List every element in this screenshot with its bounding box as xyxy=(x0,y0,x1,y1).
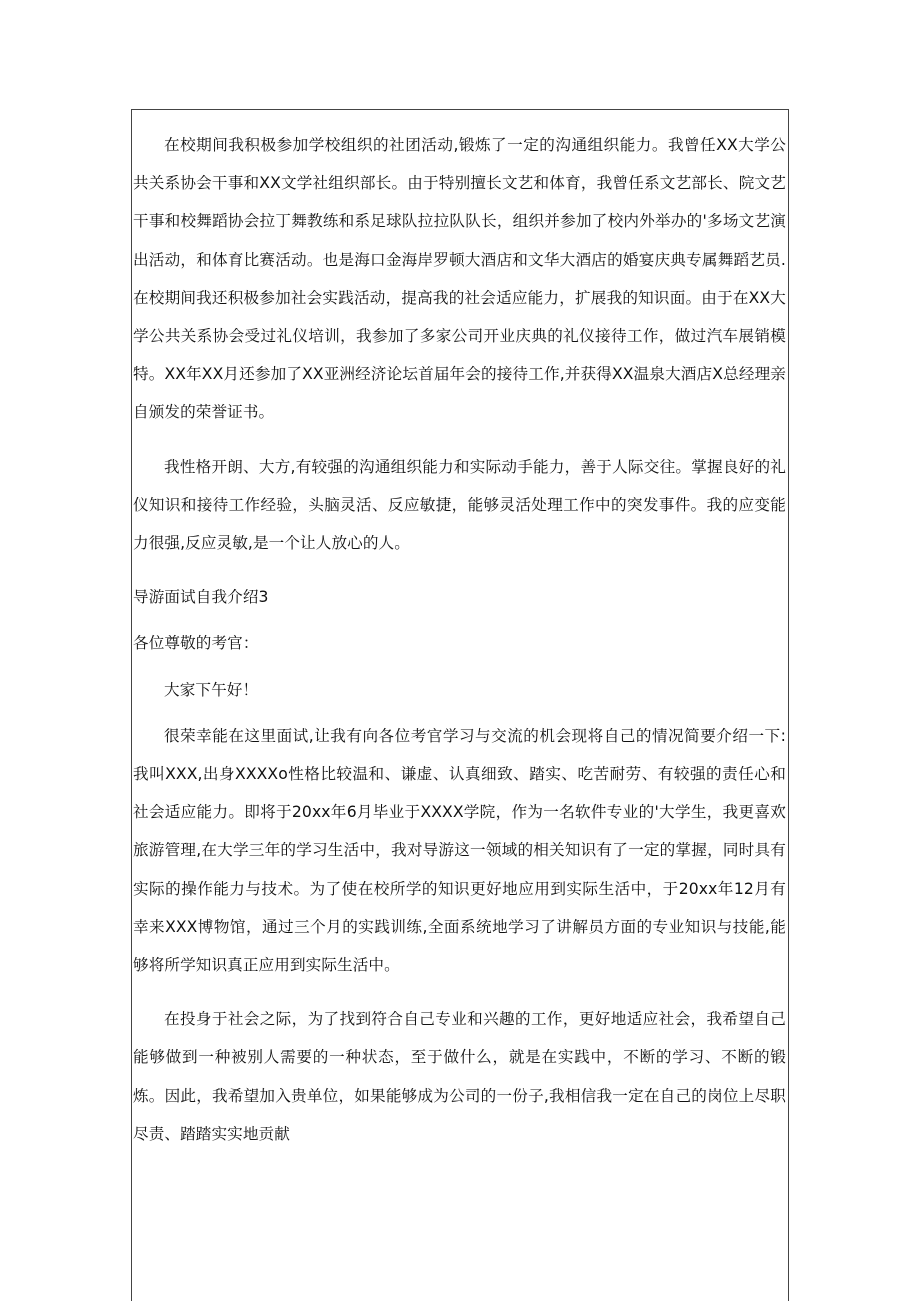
salutation: 各位尊敬的考官： xyxy=(133,634,259,653)
greeting: 大家下午好！ xyxy=(164,680,259,699)
paragraph-campus-activities: 在校期间我积极参加学校组织的社团活动,锻炼了一定的沟通组织能力。我曾任XX大学公共关系协会干事和XX文学社组织部长。由于特别擅长文艺和体育，我曾任系文艺部长、院文艺干事和校舞蹈协会拉丁舞教练和系足球队拉拉队队长，组织并参加了校内外举办的'多场文艺演出活动，和体育比赛活动。也是海口金海岸罗顿大酒店和文华大酒店的婚宴庆典专属舞蹈艺员.在校期间我还积极参加社会实践活动，提高我的社会适应能力，扩展我的知识面。由于在XX大学公共关系协会受过礼仪培训，我参加了多家公司开业庆典的礼仪接待工作，做过汽车展销模特。XX年XX月还参加了XX亚洲经济论坛首届年会的接待工作,并获得XX温泉大酒店X总经理亲自颁发的荣誉证书。 xyxy=(133,136,786,422)
paragraph-self-introduction: 很荣幸能在这里面试,让我有向各位考官学习与交流的机会现将自己的情况简要介绍一下:我叫XXX,出身XXXXo性格比较温和、谦虚、认真细致、踏实、吃苦耐劳、有较强的责任心和社会适应能力。即将于20xx年6月毕业于XXXX学院，作为一名软件专业的'大学生，我更喜欢旅游管理,在大学三年的学习生活中，我对导游这一领域的相关知识有了一定的掌握，同时具有实际的操作能力与技术。为了使在校所学的知识更好地应用到实际生活中，于20xx年12月有幸来XXX博物馆，通过三个月的实践训练,全面系统地学习了讲解员方面的专业知识与技能,能够将所学知识真正应用到实际生活中。 xyxy=(133,726,786,975)
paragraph-career-goal: 在投身于社会之际，为了找到符合自己专业和兴趣的工作，更好地适应社会，我希望自己能够做到一种被别人需要的一种状态，至于做什么，就是在实践中，不断的学习、不断的锻炼。因此，我希望加入贵单位，如果能够成为公司的一份子,我相信我一定在自己的岗位上尽职尽责、踏踏实实地贡献 xyxy=(133,1010,786,1143)
section-heading: 导游面试自我介绍3 xyxy=(133,588,269,607)
document-body xyxy=(133,126,786,1169)
paragraph-personality: 我性格开朗、大方,有较强的沟通组织能力和实际动手能力，善于人际交往。掌握良好的礼仪知识和接待工作经验，头脑灵活、反应敏捷，能够灵活处理工作中的突发事件。我的应变能力很强,反应灵敏,是一个让人放心的人。 xyxy=(133,457,786,553)
